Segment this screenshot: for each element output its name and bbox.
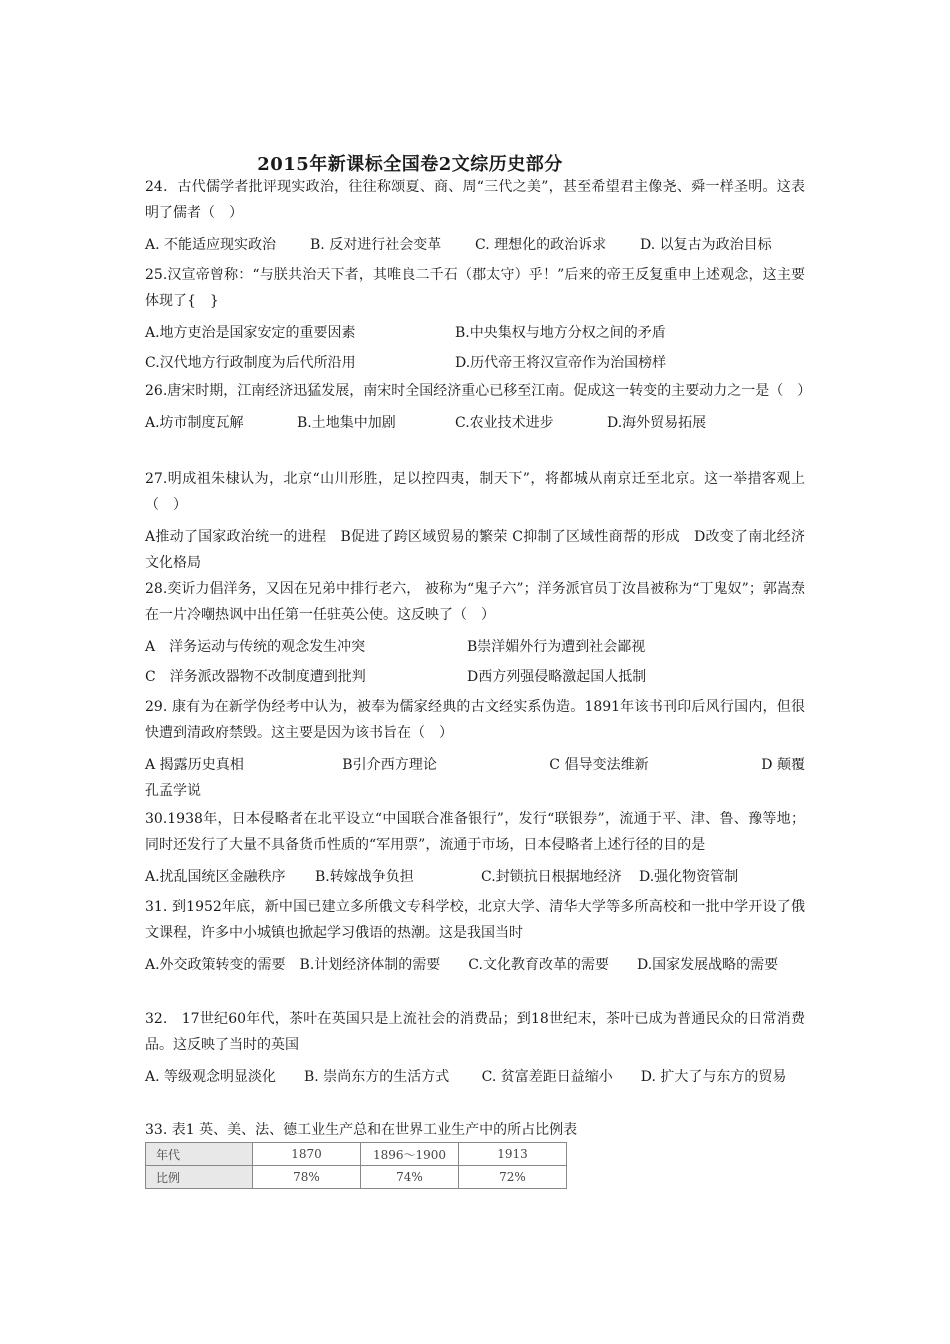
options-text: A 揭露历史真相 B引介西方理论 C 倡导变法维新 D 颠覆孔孟学说: [145, 757, 805, 799]
option-c: C. 理想化的政治诉求: [475, 237, 607, 253]
question-stem: 27.明成祖朱棣认为，北京“山川形胜，足以控四夷，制天下”，将都城从南京迁至北京。这一举措客观上（ ）: [145, 471, 805, 513]
question-29: [145, 694, 805, 804]
option-d: D.海外贸易拓展: [607, 415, 707, 431]
question-32: [145, 1006, 805, 1090]
options-row: [145, 664, 805, 690]
question-stem: 26.唐宋时期，江南经济迅猛发展，南宋时全国经济重心已移至江南。促成这一转变的主要动力之一是（ ）: [145, 383, 812, 399]
table-cell: 72%: [459, 1166, 567, 1189]
table-row: [146, 1166, 567, 1189]
option-d: D.强化物资管制: [639, 869, 739, 885]
option-b: B.土地集中加剧: [297, 415, 396, 431]
question-stem: 31. 到1952年底，新中国已建立多所俄文专科学校，北京大学、清华大学等多所高校和一批中学开设了俄文课程，许多中小城镇也掀起学习俄语的热潮。这是我国当时: [145, 899, 805, 941]
option-a: A.地方吏治是国家安定的重要因素: [145, 325, 356, 341]
question-stem: 25.汉宣帝曾称：“与朕共治天下者，其唯良二千石（郡太守）乎！”后来的帝王反复重申上述观念，这主要体现了{ }: [145, 267, 805, 309]
option-b: B. 反对进行社会变革: [310, 237, 442, 253]
option-d: D.历代帝王将汉宣帝作为治国榜样: [455, 355, 667, 371]
table-cell: 年代: [146, 1143, 253, 1166]
option-a: A.坊市制度瓦解: [145, 415, 244, 431]
option-a: A 洋务运动与传统的观念发生冲突: [145, 639, 366, 655]
options-row: [145, 864, 805, 890]
option-d: D西方列强侵略激起国人抵制: [467, 669, 647, 685]
option-b: B.中央集权与地方分权之间的矛盾: [455, 325, 666, 341]
table-cell: 78%: [253, 1166, 361, 1189]
table-cell: 1870: [253, 1143, 361, 1166]
question-stem: 29. 康有为在新学伪经考中认为，被奉为儒家经典的古文经实系伪造。1891年该书刊印后风行国内，但很快遭到清政府禁毁。这主要是因为该书旨在（ ）: [145, 699, 805, 741]
option-c: C.农业技术进步: [455, 415, 554, 431]
option-d: D. 以复古为政治目标: [640, 237, 772, 253]
question-33-caption: 33. 表1 英、美、法、德工业生产总和在世界工业生产中的所占比例表: [145, 1122, 578, 1138]
options-text: A.外交政策转变的需要 B.计划经济体制的需要 C.文化教育改革的需要 D.国家发展战略的需要: [145, 957, 779, 973]
options-text: A. 等级观念明显淡化 B. 崇尚东方的生活方式 C. 贫富差距日益缩小 D. 扩大了与东方的贸易: [145, 1069, 787, 1085]
table-cell: 比例: [146, 1166, 253, 1189]
question-26: [145, 378, 812, 436]
option-b: B.转嫁战争负担: [315, 869, 414, 885]
question-stem: 24．古代儒学者批评现实政治，往往称颂夏、商、周“三代之美”，甚至希望君主像尧、舜一样圣明。这表明了儒者（ ）: [145, 179, 805, 221]
question-25: [145, 262, 805, 376]
question-27: [145, 466, 805, 576]
options-text: A推动了国家政治统一的进程 B促进了跨区域贸易的繁荣 C抑制了区域性商帮的形成 D改变了南北经济文化格局: [145, 529, 805, 571]
question-24: [145, 174, 805, 258]
option-a: A. 不能适应现实政治: [145, 237, 277, 253]
question-stem: 28.奕䜣力倡洋务，又因在兄弟中排行老六， 被称为“鬼子六”；洋务派官员丁汝昌被称为“丁鬼奴”；郭嵩焘在一片冷嘲热讽中出任第一任驻英公使。这反映了（ ）: [145, 581, 805, 623]
options-row: [145, 232, 805, 258]
question-28: [145, 576, 805, 690]
page-title: 2015年新课标全国卷2文综历史部分: [257, 154, 563, 175]
question-stem: 30.1938年，日本侵略者在北平设立“中国联合准备银行”，发行“联银券”，流通于平、津、鲁、豫等地；同时还发行了大量不具备货币性质的“军用票”，流通于市场，日本侵略者上述行径的目的是: [145, 811, 805, 853]
question-31: [145, 894, 805, 978]
options-row: [145, 410, 805, 436]
option-a: A.扰乱国统区金融秩序: [145, 869, 286, 885]
question-stem: 32. 17世纪60年代，茶叶在英国只是上流社会的消费品；到18世纪末，茶叶已成为普通民众的日常消费品。这反映了当时的英国: [145, 1011, 805, 1053]
option-b: B崇洋媚外行为遭到社会鄙视: [467, 639, 646, 655]
table-row: [146, 1143, 567, 1166]
options-row: [145, 634, 805, 660]
option-c: C.封锁抗日根据地经济: [481, 869, 622, 885]
table-cell: 1896～1900: [361, 1143, 459, 1166]
option-c: C 洋务派改器物不改制度遭到批判: [145, 669, 366, 685]
table-cell: 74%: [361, 1166, 459, 1189]
options-row: [145, 320, 805, 346]
option-c: C.汉代地方行政制度为后代所沿用: [145, 355, 356, 371]
ratio-table: [145, 1142, 567, 1189]
table-cell: 1913: [459, 1143, 567, 1166]
options-row: [145, 350, 805, 376]
question-30: [145, 806, 805, 890]
